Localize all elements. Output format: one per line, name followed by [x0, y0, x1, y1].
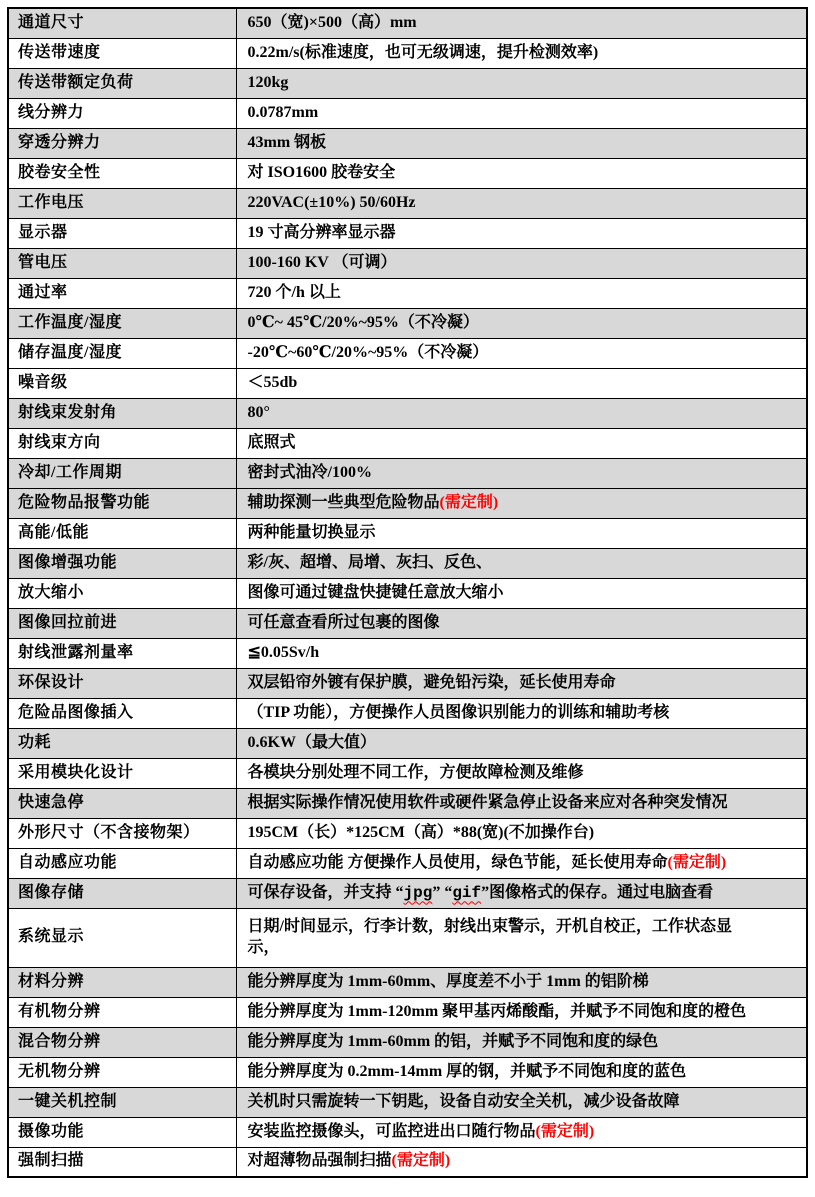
table-row — [8, 38, 807, 68]
table-row — [8, 68, 807, 98]
spec-value — [236, 188, 807, 218]
spec-label: 胶卷安全性 — [8, 158, 236, 188]
spec-label: 一键关机控制 — [8, 1087, 236, 1117]
spec-value-text: 120kg — [247, 73, 289, 91]
spec-value-text: 0℃~ 45℃/20%~95%（不冷凝） — [247, 313, 479, 331]
spec-value-text: 80° — [247, 403, 270, 421]
spec-value — [236, 248, 807, 278]
spec-value-text: 双层铅帘外镀有保护膜，避免铅污染，延长使用寿命 — [247, 673, 616, 691]
table-row — [8, 368, 807, 398]
spec-value — [236, 308, 807, 338]
spec-label: 外形尺寸（不含接物架） — [8, 818, 236, 848]
spec-value — [236, 488, 807, 518]
spec-value — [236, 608, 807, 638]
table-row — [8, 788, 807, 818]
spec-value — [236, 8, 807, 38]
spec-value — [236, 997, 807, 1027]
table-row — [8, 1147, 807, 1177]
table-row — [8, 338, 807, 368]
table-row — [8, 638, 807, 668]
spec-value-text: 100-160 KV （可调） — [247, 253, 397, 271]
table-row — [8, 158, 807, 188]
custom-required-note: (需定制) — [391, 1152, 451, 1170]
table-row — [8, 8, 807, 38]
spec-value — [236, 638, 807, 668]
spec-value — [236, 548, 807, 578]
spec-value-text: 两种能量切换显示 — [247, 523, 376, 541]
spec-label: 图像增强功能 — [8, 548, 236, 578]
spec-value-text: 可任意查看所过包裹的图像 — [247, 613, 440, 631]
table-row — [8, 848, 807, 878]
spec-value — [236, 728, 807, 758]
spec-label: 通道尺寸 — [8, 8, 236, 38]
table-row — [8, 698, 807, 728]
table-row — [8, 608, 807, 638]
spec-label: 射线束发射角 — [8, 398, 236, 428]
table-row — [8, 1027, 807, 1057]
spec-label: 高能/低能 — [8, 518, 236, 548]
spec-value-text: 根据实际操作情况使用软件或硬件紧急停止设备来应对各种突发情况 — [247, 793, 728, 811]
spec-table — [7, 7, 808, 1178]
spec-label: 功耗 — [8, 728, 236, 758]
spec-value — [236, 428, 807, 458]
spec-value — [236, 578, 807, 608]
table-row — [8, 518, 807, 548]
spec-label: 危险物品报警功能 — [8, 488, 236, 518]
spec-label: 采用模块化设计 — [8, 758, 236, 788]
spec-label: 工作电压 — [8, 188, 236, 218]
spec-label: 图像回拉前进 — [8, 608, 236, 638]
spec-value — [236, 458, 807, 488]
spec-value — [236, 967, 807, 997]
spec-label: 传送带额定负荷 — [8, 68, 236, 98]
spec-label: 环保设计 — [8, 668, 236, 698]
spec-value-text: 可保存设备，并支持 “ — [247, 883, 404, 901]
table-row — [8, 908, 807, 967]
custom-required-note: (需定制) — [439, 493, 499, 511]
spec-value — [236, 158, 807, 188]
table-row — [8, 128, 807, 158]
table-row — [8, 428, 807, 458]
spec-value — [236, 878, 807, 908]
table-row — [8, 278, 807, 308]
spec-value — [236, 1147, 807, 1177]
spec-value — [236, 38, 807, 68]
table-row — [8, 218, 807, 248]
spec-label: 危险品图像插入 — [8, 698, 236, 728]
table-row — [8, 728, 807, 758]
spec-value — [236, 398, 807, 428]
spec-value-text: 彩/灰、超增、局增、灰扫、反色、 — [247, 553, 492, 571]
spec-value-text: 关机时只需旋转一下钥匙，设备自动安全关机，减少设备故障 — [247, 1092, 680, 1110]
spec-value-text: ” “ — [432, 883, 453, 901]
spec-value-text: 辅助探测一些典型危险物品 — [247, 493, 440, 511]
spec-value — [236, 1117, 807, 1147]
spec-value — [236, 1057, 807, 1087]
spec-value-text: 底照式 — [247, 433, 296, 451]
spec-value-text: ＜55db — [247, 373, 298, 391]
table-row — [8, 668, 807, 698]
spec-value-text: 0.0787mm — [247, 103, 319, 121]
spec-label: 通过率 — [8, 278, 236, 308]
spec-value-text: 自动感应功能 方便操作人员使用，绿色节能，延长使用寿命 — [247, 853, 668, 871]
spec-value-text: 密封式油冷/100% — [247, 463, 372, 481]
spec-value — [236, 68, 807, 98]
table-row — [8, 1117, 807, 1147]
custom-required-note: (需定制) — [667, 853, 727, 871]
spec-value-text: 0.6KW（最大值） — [247, 733, 376, 751]
spec-value-text: 对 ISO1600 胶卷安全 — [247, 163, 396, 181]
spec-value-text: 43mm 钢板 — [247, 133, 327, 151]
spec-value — [236, 218, 807, 248]
spec-value — [236, 98, 807, 128]
spec-value-text: 示， — [247, 938, 280, 956]
table-row — [8, 578, 807, 608]
spec-value — [236, 668, 807, 698]
spec-value-text: 195CM（长）*125CM（高）*88(宽)(不加操作台) — [247, 823, 595, 841]
spec-value-text: ≦0.05Sv/h — [247, 643, 320, 661]
table-row — [8, 548, 807, 578]
spec-value-text: 图像可通过键盘快捷键任意放大缩小 — [247, 583, 504, 601]
spec-value — [236, 818, 807, 848]
spec-label: 混合物分辨 — [8, 1027, 236, 1057]
table-row — [8, 488, 807, 518]
spec-value-text: 能分辨厚度为 0.2mm-14mm 厚的钢，并赋予不同饱和度的蓝色 — [247, 1062, 687, 1080]
spec-value — [236, 518, 807, 548]
spec-value-text: 对超薄物品强制扫描 — [247, 1152, 392, 1170]
spec-value — [236, 128, 807, 158]
spec-label: 无机物分辨 — [8, 1057, 236, 1087]
table-row — [8, 98, 807, 128]
spec-value-text: （TIP 功能），方便操作人员图像识别能力的训练和辅助考核 — [247, 703, 670, 721]
table-row — [8, 967, 807, 997]
spec-label: 自动感应功能 — [8, 848, 236, 878]
spec-value — [236, 908, 807, 967]
spec-value-text: 720 个/h 以上 — [247, 283, 341, 301]
spec-label: 穿透分辨力 — [8, 128, 236, 158]
spec-label: 图像存储 — [8, 878, 236, 908]
spec-value — [236, 788, 807, 818]
spec-label: 系统显示 — [8, 908, 236, 967]
spellcheck-flagged-word: jpg — [403, 883, 433, 902]
spec-label: 放大缩小 — [8, 578, 236, 608]
spec-value-text: 日期/时间显示，行李计数，射线出束警示，开机自校正，工作状态显 — [247, 917, 732, 935]
custom-required-note: (需定制) — [535, 1122, 595, 1140]
spec-value-text: 安装监控摄像头，可监控进出口随行物品 — [247, 1122, 536, 1140]
spec-label: 线分辨力 — [8, 98, 236, 128]
spec-label: 射线泄露剂量率 — [8, 638, 236, 668]
spec-value-text: 0.22m/s(标准速度，也可无级调速，提升检测效率) — [247, 43, 599, 61]
spec-label: 快速急停 — [8, 788, 236, 818]
table-row — [8, 758, 807, 788]
table-row — [8, 248, 807, 278]
spec-value-text: -20℃~60℃/20%~95%（不冷凝） — [247, 343, 489, 361]
spec-value — [236, 848, 807, 878]
spec-label: 材料分辨 — [8, 967, 236, 997]
spec-value — [236, 1027, 807, 1057]
spec-label: 噪音级 — [8, 368, 236, 398]
spec-value-text: 19 寸高分辨率显示器 — [247, 223, 396, 241]
spec-value-text: ”图像格式的保存。通过电脑查看 — [481, 883, 714, 901]
table-row — [8, 1057, 807, 1087]
table-row — [8, 997, 807, 1027]
spec-value — [236, 758, 807, 788]
table-row — [8, 308, 807, 338]
spec-label: 显示器 — [8, 218, 236, 248]
spec-value — [236, 368, 807, 398]
spec-label: 传送带速度 — [8, 38, 236, 68]
spec-value-text: 650（宽)×500（高）mm — [247, 13, 417, 31]
spec-label: 摄像功能 — [8, 1117, 236, 1147]
spec-label: 冷却/工作周期 — [8, 458, 236, 488]
table-row — [8, 878, 807, 908]
spec-value-text: 能分辨厚度为 1mm-60mm 的铝，并赋予不同饱和度的绿色 — [247, 1032, 659, 1050]
spec-value-text: 能分辨厚度为 1mm-60mm、厚度差不小于 1mm 的铝阶梯 — [247, 972, 649, 990]
spec-label: 储存温度/湿度 — [8, 338, 236, 368]
table-row — [8, 398, 807, 428]
spec-value — [236, 1087, 807, 1117]
spec-label: 管电压 — [8, 248, 236, 278]
spec-value — [236, 338, 807, 368]
spellcheck-flagged-word: gif — [452, 883, 482, 902]
table-row — [8, 188, 807, 218]
spec-value — [236, 278, 807, 308]
table-row — [8, 458, 807, 488]
spec-value — [236, 698, 807, 728]
spec-label: 工作温度/湿度 — [8, 308, 236, 338]
spec-table-body — [8, 8, 807, 1177]
table-row — [8, 1087, 807, 1117]
spec-value-text: 各模块分别处理不同工作，方便故障检测及维修 — [247, 763, 584, 781]
spec-label: 射线束方向 — [8, 428, 236, 458]
spec-value-text: 能分辨厚度为 1mm-120mm 聚甲基丙烯酸酯，并赋予不同饱和度的橙色 — [247, 1002, 747, 1020]
table-row — [8, 818, 807, 848]
spec-value-text: 220VAC(±10%) 50/60Hz — [247, 193, 416, 211]
spec-label: 有机物分辨 — [8, 997, 236, 1027]
spec-label: 强制扫描 — [8, 1147, 236, 1177]
